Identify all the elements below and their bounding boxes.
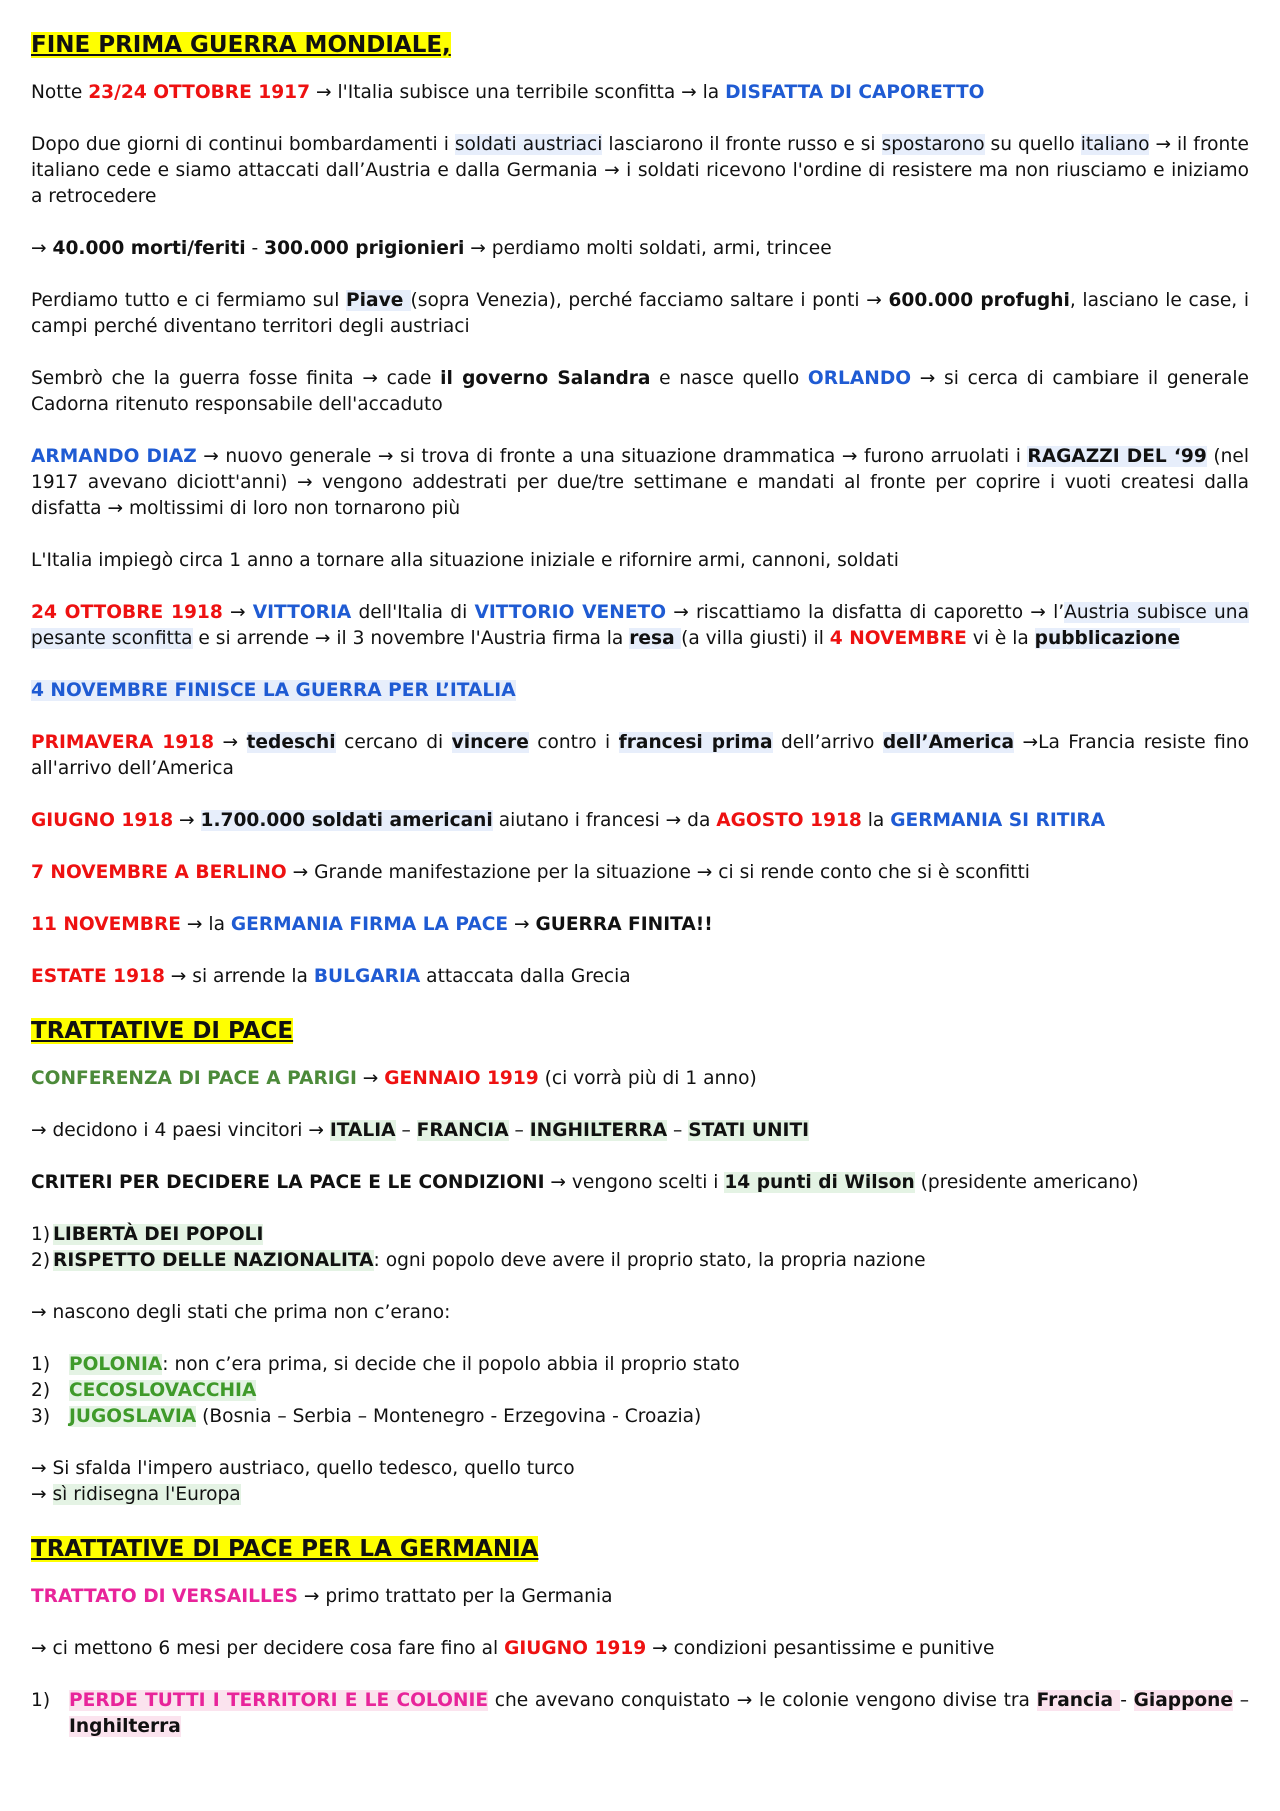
body-text: → [173,810,201,831]
emphasis-text: FRANCIA [416,1120,509,1141]
emphasis-text: italiano [1080,134,1150,155]
emphasis-text: POLONIA [69,1354,163,1375]
emphasis-text: Piave [346,290,411,311]
line-group [31,1456,1249,1508]
body-text: su quello [984,134,1081,155]
emphasis-text: Giappone [1133,1690,1234,1711]
list-item [31,1404,1249,1430]
emphasis-text: JUGOSLAVIA [69,1406,197,1427]
body-text: (a villa giusti) il [681,628,830,649]
body-text: → Si sfalda l'impero austriaco, quello tedesco, quello turco [31,1458,575,1479]
emphasis-text: 14 punti di Wilson [724,1172,915,1193]
body-text: che avevano conquistato → le colonie vengono divise tra [488,1690,1037,1711]
emphasis-text: GIUGNO 1918 [31,810,174,831]
paragraph [31,808,1249,834]
body-text: contro i [528,732,619,753]
paragraph [31,1636,1249,1662]
body-text: → primo trattato per la Germania [297,1586,613,1607]
body-text: – [395,1120,417,1141]
body-text: → nuovo generale → si trova di fronte a una situazione drammatica → furono arruolati i [196,446,1028,467]
body-text: - [245,238,265,259]
body-text: → [356,1068,385,1089]
list-item-number: 3) [31,1406,51,1427]
emphasis-text: CRITERI PER DECIDERE LA PACE E LE CONDIZIONI [31,1172,545,1193]
emphasis-text: 23/24 OTTOBRE 1917 [88,82,311,103]
body-text: L'Italia impiegò circa 1 anno a tornare alla situazione iniziale e rifornire armi, cannoni, soldati [31,550,899,571]
paragraph [31,600,1249,652]
paragraph [31,964,1249,990]
body-text: → [31,238,53,259]
emphasis-text: 4 NOVEMBRE FINISCE LA GUERRA PER L’ITALIA [31,680,516,701]
list-item [31,1688,1249,1740]
body-text: lasciarono il fronte russo e si [602,134,882,155]
emphasis-text: GERMANIA SI RITIRA [890,810,1106,831]
section-heading [31,1016,1249,1046]
emphasis-text: spostarono [881,134,985,155]
text-line [31,1456,1249,1482]
paragraph [31,1584,1249,1610]
paragraph [31,730,1249,782]
section-heading-text: FINE PRIMA GUERRA MONDIALE, [31,32,451,58]
emphasis-text: LIBERTÀ DEI POPOLI [53,1224,264,1245]
emphasis-text: GERMANIA FIRMA LA PACE [230,914,509,935]
paragraph [31,1118,1249,1144]
body-text: Notte [31,82,89,103]
body-text: → vengono scelti i [544,1172,725,1193]
body-text: → riscattiamo la disfatta di caporetto → l’ [666,602,1065,623]
emphasis-text: AGOSTO 1918 [716,810,862,831]
body-text: e si arrende → il 3 novembre l'Austria firma la [192,628,630,649]
emphasis-text: PERDE TUTTI I TERRITORI E LE COLONIE [69,1690,489,1711]
body-text: → perdiamo molti soldati, armi, trincee [464,238,832,259]
body-text: → condizioni pesantissime e punitive [646,1638,995,1659]
emphasis-text: Inghilterra [69,1716,181,1737]
emphasis-text: GUERRA FINITA!! [535,914,713,935]
body-text: - [1120,1690,1134,1711]
body-text: attaccata dalla Grecia [420,966,631,987]
section-heading-text: TRATTATIVE DI PACE [31,1018,294,1044]
paragraph [31,236,1249,262]
list-item-text [69,1378,1249,1404]
paragraph [31,678,1249,704]
section-heading-text: TRATTATIVE DI PACE PER LA GERMANIA [31,1536,539,1562]
body-text: (sopra Venezia), perché facciamo saltare i ponti → [410,290,889,311]
emphasis-text: resa [629,628,682,649]
body-text: e nasce quello [650,368,808,389]
emphasis-text: vincere [451,732,529,753]
body-text: → [214,732,247,753]
emphasis-text: pubblicazione [1034,628,1180,649]
list-item-number: 2) [31,1380,51,1401]
body-text: : ogni popolo deve avere il proprio stato, la propria nazione [373,1250,926,1271]
paragraph [31,288,1249,340]
paragraph [31,80,1249,106]
emphasis-text: 7 NOVEMBRE A BERLINO [31,862,287,883]
emphasis-text: STATI UNITI [688,1120,810,1141]
emphasis-text: TRATTATO DI VERSAILLES [31,1586,298,1607]
paragraph [31,1170,1249,1196]
body-text: → decidono i 4 paesi vincitori → [31,1120,330,1141]
paragraph [31,860,1249,886]
emphasis-text: ITALIA [329,1120,396,1141]
emphasis-text: CONFERENZA DI PACE A PARIGI [31,1068,357,1089]
paragraph [31,912,1249,938]
paragraph [31,1066,1249,1092]
paragraph [31,366,1249,418]
body-text: → l'Italia subisce una terribile sconfitta → la [310,82,726,103]
paragraph [31,1300,1249,1326]
body-text: dell’arrivo [772,732,883,753]
body-text: cercano di [335,732,452,753]
body-text: aiutano i francesi → da [492,810,717,831]
paragraph [31,548,1249,574]
list-item-text [53,1222,1249,1248]
emphasis-text: Austria subisce una pesante sconfitta [31,602,1249,649]
emphasis-text: RAGAZZI DEL ‘99 [1027,446,1207,467]
paragraph [31,444,1249,522]
numbered-list [31,1352,1249,1430]
emphasis-text: tedeschi [246,732,336,753]
emphasis-text: 1.700.000 soldati americani [200,810,493,831]
list-item [31,1378,1249,1404]
emphasis-text: VITTORIO VENETO [474,602,667,623]
emphasis-text: sì ridisegna l'Europa [52,1484,241,1505]
emphasis-text: GIUGNO 1919 [504,1638,647,1659]
emphasis-text: Francia [1036,1690,1121,1711]
list-item-text [69,1404,1249,1430]
emphasis-text: ORLANDO [807,368,912,389]
body-text: Sembrò che la guerra fosse finita → cade [31,368,441,389]
emphasis-text: ESTATE 1918 [31,966,165,987]
body-text: (presidente americano) [914,1172,1139,1193]
emphasis-text: ARMANDO DIAZ [31,446,197,467]
body-text: Perdiamo tutto e ci fermiamo sul [31,290,347,311]
body-text: → si cerca di cambiare il generale Cadorna ritenuto responsabile dell'accaduto [31,368,1249,415]
body-text: → nascono degli stati che prima non c’erano: [31,1302,451,1323]
body-text: (nel 1917 avevano diciott'anni) → vengono addestrati per due/tre settimane e mandati al fronte per coprire i vuoti createsi dalla disfatta → moltissimi di loro non tornarono più [31,446,1249,519]
numbered-list [31,1222,1249,1274]
list-item-text [53,1248,1249,1274]
body-text: → ci mettono 6 mesi per decidere cosa fare fino al [31,1638,505,1659]
list-item-number: 2) [31,1250,51,1271]
body-text: → la [181,914,231,935]
emphasis-text: VITTORIA [252,602,352,623]
body-text: la [861,810,891,831]
section-heading [31,30,1249,60]
emphasis-text: DISFATTA DI CAPORETTO [725,82,985,103]
list-item-number: 1) [31,1690,51,1711]
paragraph [31,132,1249,210]
emphasis-text: PRIMAVERA 1918 [31,732,215,753]
emphasis-text: BULGARIA [313,966,421,987]
emphasis-text: 40.000 morti/feriti [52,238,246,259]
emphasis-text: 11 NOVEMBRE [31,914,182,935]
body-text: – [1233,1690,1249,1711]
body-text: – [508,1120,530,1141]
body-text: Dopo due giorni di continui bombardamenti i [31,134,455,155]
body-text: →La Francia resiste fino all'arrivo dell’America [31,732,1249,779]
emphasis-text: CECOSLOVACCHIA [69,1380,257,1401]
list-item [31,1248,1249,1274]
body-text: → [222,602,253,623]
body-text: → si arrende la [164,966,314,987]
emphasis-text: 600.000 profughi [888,290,1070,311]
emphasis-text: dell’America [882,732,1015,753]
body-text: , lasciano le case, i campi perché diventano territori degli austriaci [31,290,1249,337]
list-item [31,1352,1249,1378]
list-item [31,1222,1249,1248]
body-text: → [508,914,536,935]
section-heading [31,1534,1249,1564]
list-item-number: 1) [31,1354,51,1375]
emphasis-text: soldati austriaci [454,134,603,155]
body-text: – [667,1120,689,1141]
body-text: : non c’era prima, si decide che il popolo abbia il proprio stato [162,1354,740,1375]
body-text: vi è la [966,628,1035,649]
body-text: (ci vorrà più di 1 anno) [538,1068,757,1089]
emphasis-text: RISPETTO DELLE NAZIONALITA [53,1250,374,1271]
body-text: → [31,1484,53,1505]
text-line [31,1482,1249,1508]
body-text: (Bosnia – Serbia – Montenegro - Erzegovina - Croazia) [196,1406,702,1427]
body-text: → il fronte italiano cede e siamo attaccati dall’Austria e dalla Germania → i soldati ricevono l'ordine di resistere ma non riusciamo e iniziamo a retrocedere [31,134,1249,207]
emphasis-text: GENNAIO 1919 [384,1068,539,1089]
list-item-text [69,1352,1249,1378]
emphasis-text: 4 NOVEMBRE [829,628,967,649]
emphasis-text: INGHILTERRA [529,1120,668,1141]
body-text: → Grande manifestazione per la situazione → ci si rende conto che si è sconfitti [286,862,1030,883]
emphasis-text: il governo Salandra [440,368,651,389]
list-item-text [69,1688,1249,1740]
list-item-number: 1) [31,1224,51,1245]
emphasis-text: francesi prima [618,732,773,753]
numbered-list [31,1688,1249,1740]
body-text: dell'Italia di [351,602,475,623]
emphasis-text: 300.000 prigionieri [264,238,465,259]
emphasis-text: 24 OTTOBRE 1918 [31,602,223,623]
